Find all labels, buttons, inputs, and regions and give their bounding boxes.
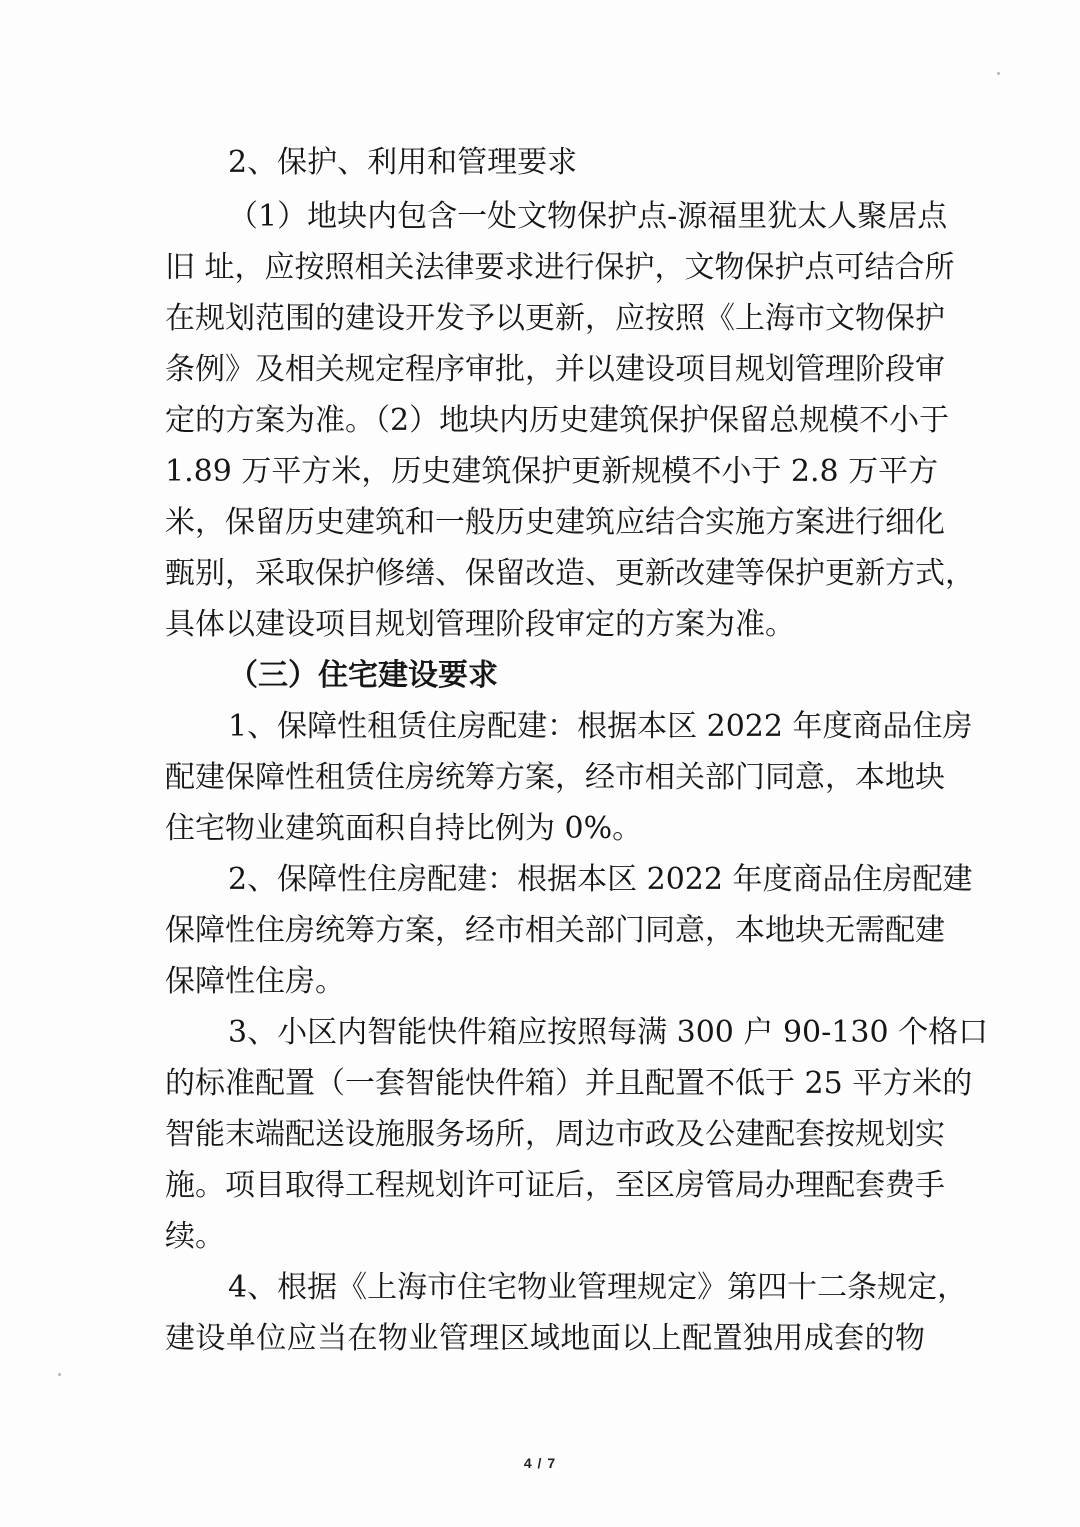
paragraph-line: 配建保障性租赁住房统筹方案，经市相关部门同意，本地块 — [165, 760, 945, 795]
paragraph-line: 的标准配置（一套智能快件箱）并且配置不低于 25 平方米的 — [165, 1066, 973, 1101]
section-heading-housing: （三）住宅建设要求 — [228, 658, 498, 693]
paragraph-line: 2、保障性住房配建：根据本区 2022 年度商品住房配建 — [228, 862, 973, 897]
paragraph-line: 住宅物业建筑面积自持比例为 0%。 — [165, 811, 643, 846]
paragraph-line: 续。 — [165, 1219, 225, 1254]
paragraph-line: 1、保障性租赁住房配建：根据本区 2022 年度商品住房 — [228, 709, 973, 744]
paragraph-line: 保障性住房。 — [165, 964, 345, 999]
scan-speck — [997, 72, 1000, 75]
paragraph-line: 旧 址，应按照相关法律要求进行保护，文物保护点可结合所 — [165, 250, 955, 285]
paragraph-line: 保障性住房统筹方案，经市相关部门同意，本地块无需配建 — [165, 913, 945, 948]
paragraph-line: 1.89 万平方米，历史建筑保护更新规模不小于 2.8 万平方 — [165, 454, 939, 489]
paragraph-line: 智能末端配送设施服务场所，周边市政及公建配套按规划实 — [165, 1117, 945, 1152]
paragraph-line: 甄别，采取保护修缮、保留改造、更新改建等保护更新方式， — [165, 556, 975, 591]
page-number: 4 / 7 — [523, 1455, 557, 1471]
paragraph-line: 条例》及相关规定程序审批，并以建设项目规划管理阶段审 — [165, 352, 945, 387]
paragraph-line: （1）地块内包含一处文物保护点-源福里犹太人聚居点 — [228, 199, 948, 234]
paragraph-line: 4、根据《上海市住宅物业管理规定》第四十二条规定， — [228, 1270, 968, 1305]
paragraph-line: 具体以建设项目规划管理阶段审定的方案为准。 — [165, 607, 795, 642]
paragraph-line: 定的方案为准。（2）地块内历史建筑保护保留总规模不小于 — [165, 403, 950, 438]
scan-speck — [58, 1373, 61, 1376]
paragraph-line: 米，保留历史建筑和一般历史建筑应结合实施方案进行细化 — [165, 505, 945, 540]
subsection-heading-protection: 2、保护、利用和管理要求 — [228, 145, 578, 180]
paragraph-line: 在规划范围的建设开发予以更新，应按照《上海市文物保护 — [165, 301, 945, 336]
paragraph-line: 施。项目取得工程规划许可证后，至区房管局办理配套费手 — [165, 1168, 945, 1203]
paragraph-line: 建设单位应当在物业管理区域地面以上配置独用成套的物 — [165, 1321, 925, 1356]
paragraph-line: 3、小区内智能快件箱应按照每满 300 户 90-130 个格口 — [228, 1015, 989, 1050]
